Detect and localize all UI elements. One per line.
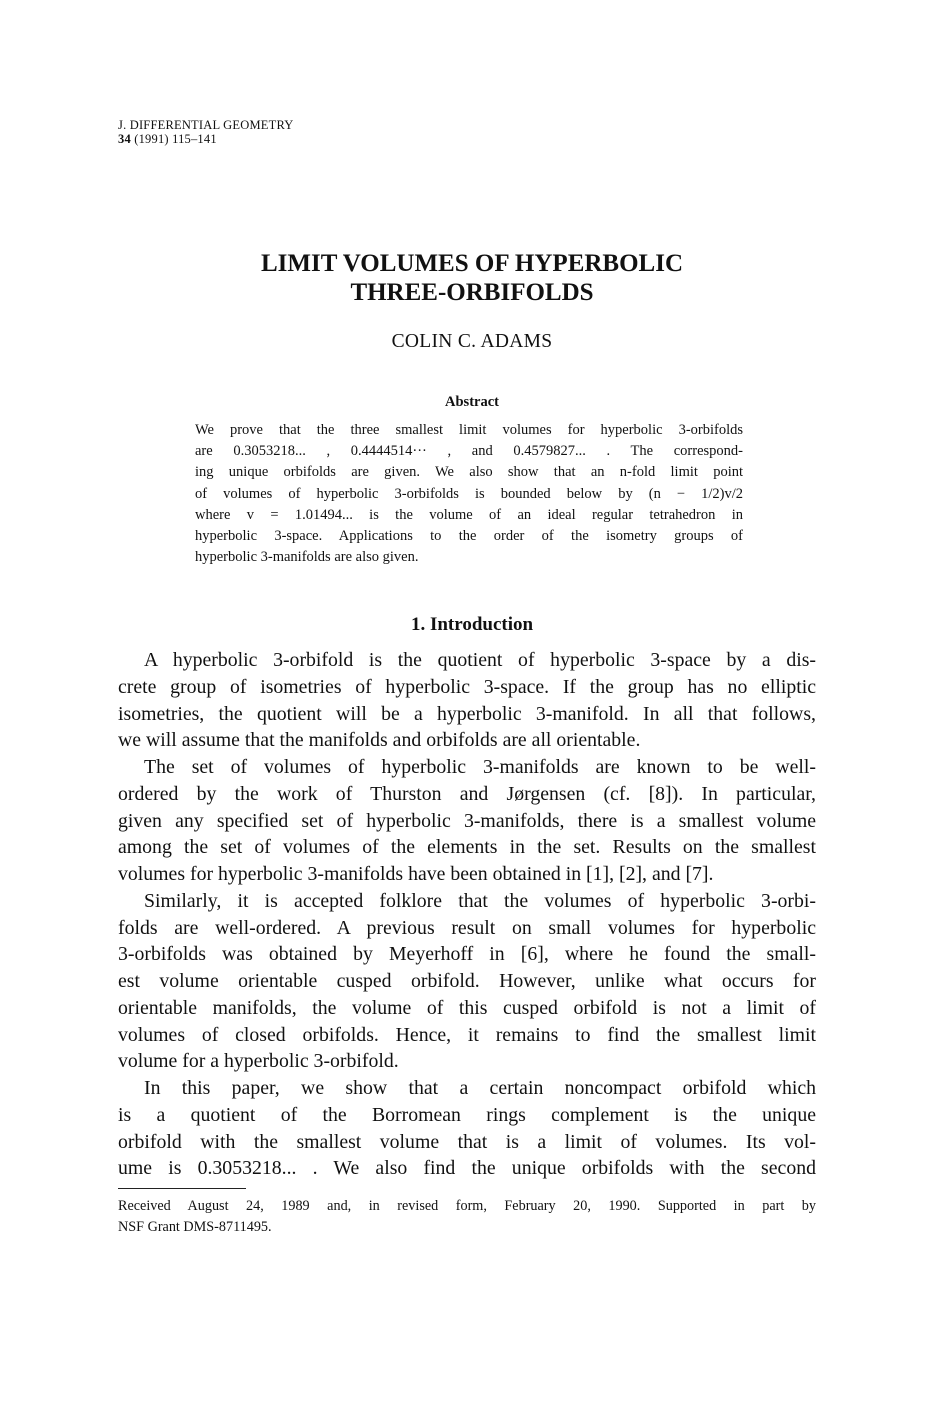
footnote-rule (118, 1188, 246, 1189)
paragraph-3 (118, 888, 816, 1075)
footnote (118, 1196, 816, 1238)
paragraph-2 (118, 754, 816, 888)
abstract-line: We prove that the three smallest limit volumes for hyperbolic 3-orbifolds (195, 422, 743, 438)
body-line: The set of volumes of hyperbolic 3-manifolds are known to be well- (144, 756, 816, 778)
body-line: volumes of closed orbifolds. Hence, it remains to find the smallest limit (118, 1023, 816, 1046)
body-line: given any specified set of hyperbolic 3-manifolds, there is a smallest volume (118, 809, 816, 832)
abstract-heading: Abstract (445, 394, 499, 410)
body-line: isometries, the quotient will be a hyperbolic 3-manifold. In all that follows, (118, 702, 816, 725)
body-line: folds are well-ordered. A previous result on small volumes for hyperbolic (118, 916, 816, 939)
body-line: is a quotient of the Borromean rings complement is the unique (118, 1103, 816, 1126)
section-body (118, 647, 816, 1182)
paragraph-4 (118, 1075, 816, 1182)
abstract-line: where v = 1.01494... is the volume of an ideal regular tetrahedron in (195, 506, 743, 523)
paper-title-line-2: THREE-ORBIFOLDS (350, 279, 594, 306)
body-line: crete group of isometries of hyperbolic 3-space. If the group has no elliptic (118, 675, 816, 698)
section-heading: 1. Introduction (410, 614, 534, 635)
abstract-line: are 0.3053218... , 0.4444514··· , and 0.4579827... . The correspond- (195, 443, 743, 460)
body-line: est volume orientable cusped orbifold. However, unlike what occurs for (118, 970, 816, 992)
body-line: ume is 0.3053218... . We also find the unique orbifolds with the second (118, 1157, 816, 1180)
paper-title (0, 249, 944, 307)
abstract-line: hyperbolic 3-manifolds are also given. (195, 549, 419, 566)
body-line: In this paper, we show that a certain noncompact orbifold which (144, 1077, 816, 1099)
body-line: volumes for hyperbolic 3-manifolds have been obtained in [1], [2], and [7]. (118, 863, 714, 885)
journal-citation (118, 132, 294, 146)
body-line: among the set of volumes of the elements in the set. Results on the smallest (118, 836, 816, 859)
body-line: Similarly, it is accepted folklore that the volumes of hyperbolic 3-orbi- (144, 889, 816, 912)
body-line: A hyperbolic 3-orbifold is the quotient of hyperbolic 3-space by a dis- (144, 649, 816, 671)
paper-title-line-1: LIMIT VOLUMES OF HYPERBOLIC (260, 250, 684, 277)
abstract-body (195, 420, 743, 568)
body-line: orientable manifolds, the volume of this cusped orbifold is not a limit of (118, 996, 816, 1019)
body-line: ordered by the work of Thurston and Jørgensen (cf. [8]). In particular, (118, 782, 816, 805)
body-line: volume for a hyperbolic 3-orbifold. (118, 1050, 399, 1073)
paragraph-1 (118, 647, 816, 754)
abstract-line: hyperbolic 3-space. Applications to the order of the isometry groups of (195, 528, 743, 545)
journal-issue-pages: (1991) 115–141 (134, 132, 217, 146)
journal-name: J. DIFFERENTIAL GEOMETRY (118, 118, 294, 132)
footnote-line: Received August 24, 1989 and, in revised form, February 20, 1990. Supported in part by (118, 1198, 816, 1214)
abstract-line: ing unique orbifolds are given. We also show that an n-fold limit point (195, 464, 743, 481)
footnote-line: NSF Grant DMS-8711495. (118, 1219, 272, 1235)
body-line: orbifold with the smallest volume that is a limit of volumes. Its vol- (118, 1130, 816, 1153)
body-line: we will assume that the manifolds and orbifolds are all orientable. (118, 729, 641, 752)
body-line: 3-orbifolds was obtained by Meyerhoff in [6], where he found the small- (118, 943, 816, 966)
author-name: COLIN C. ADAMS (391, 331, 553, 352)
journal-header (118, 118, 294, 146)
abstract-line: of volumes of hyperbolic 3-orbifolds is bounded below by (n − 1/2)v/2 (195, 485, 743, 502)
journal-volume: 34 (118, 132, 131, 146)
